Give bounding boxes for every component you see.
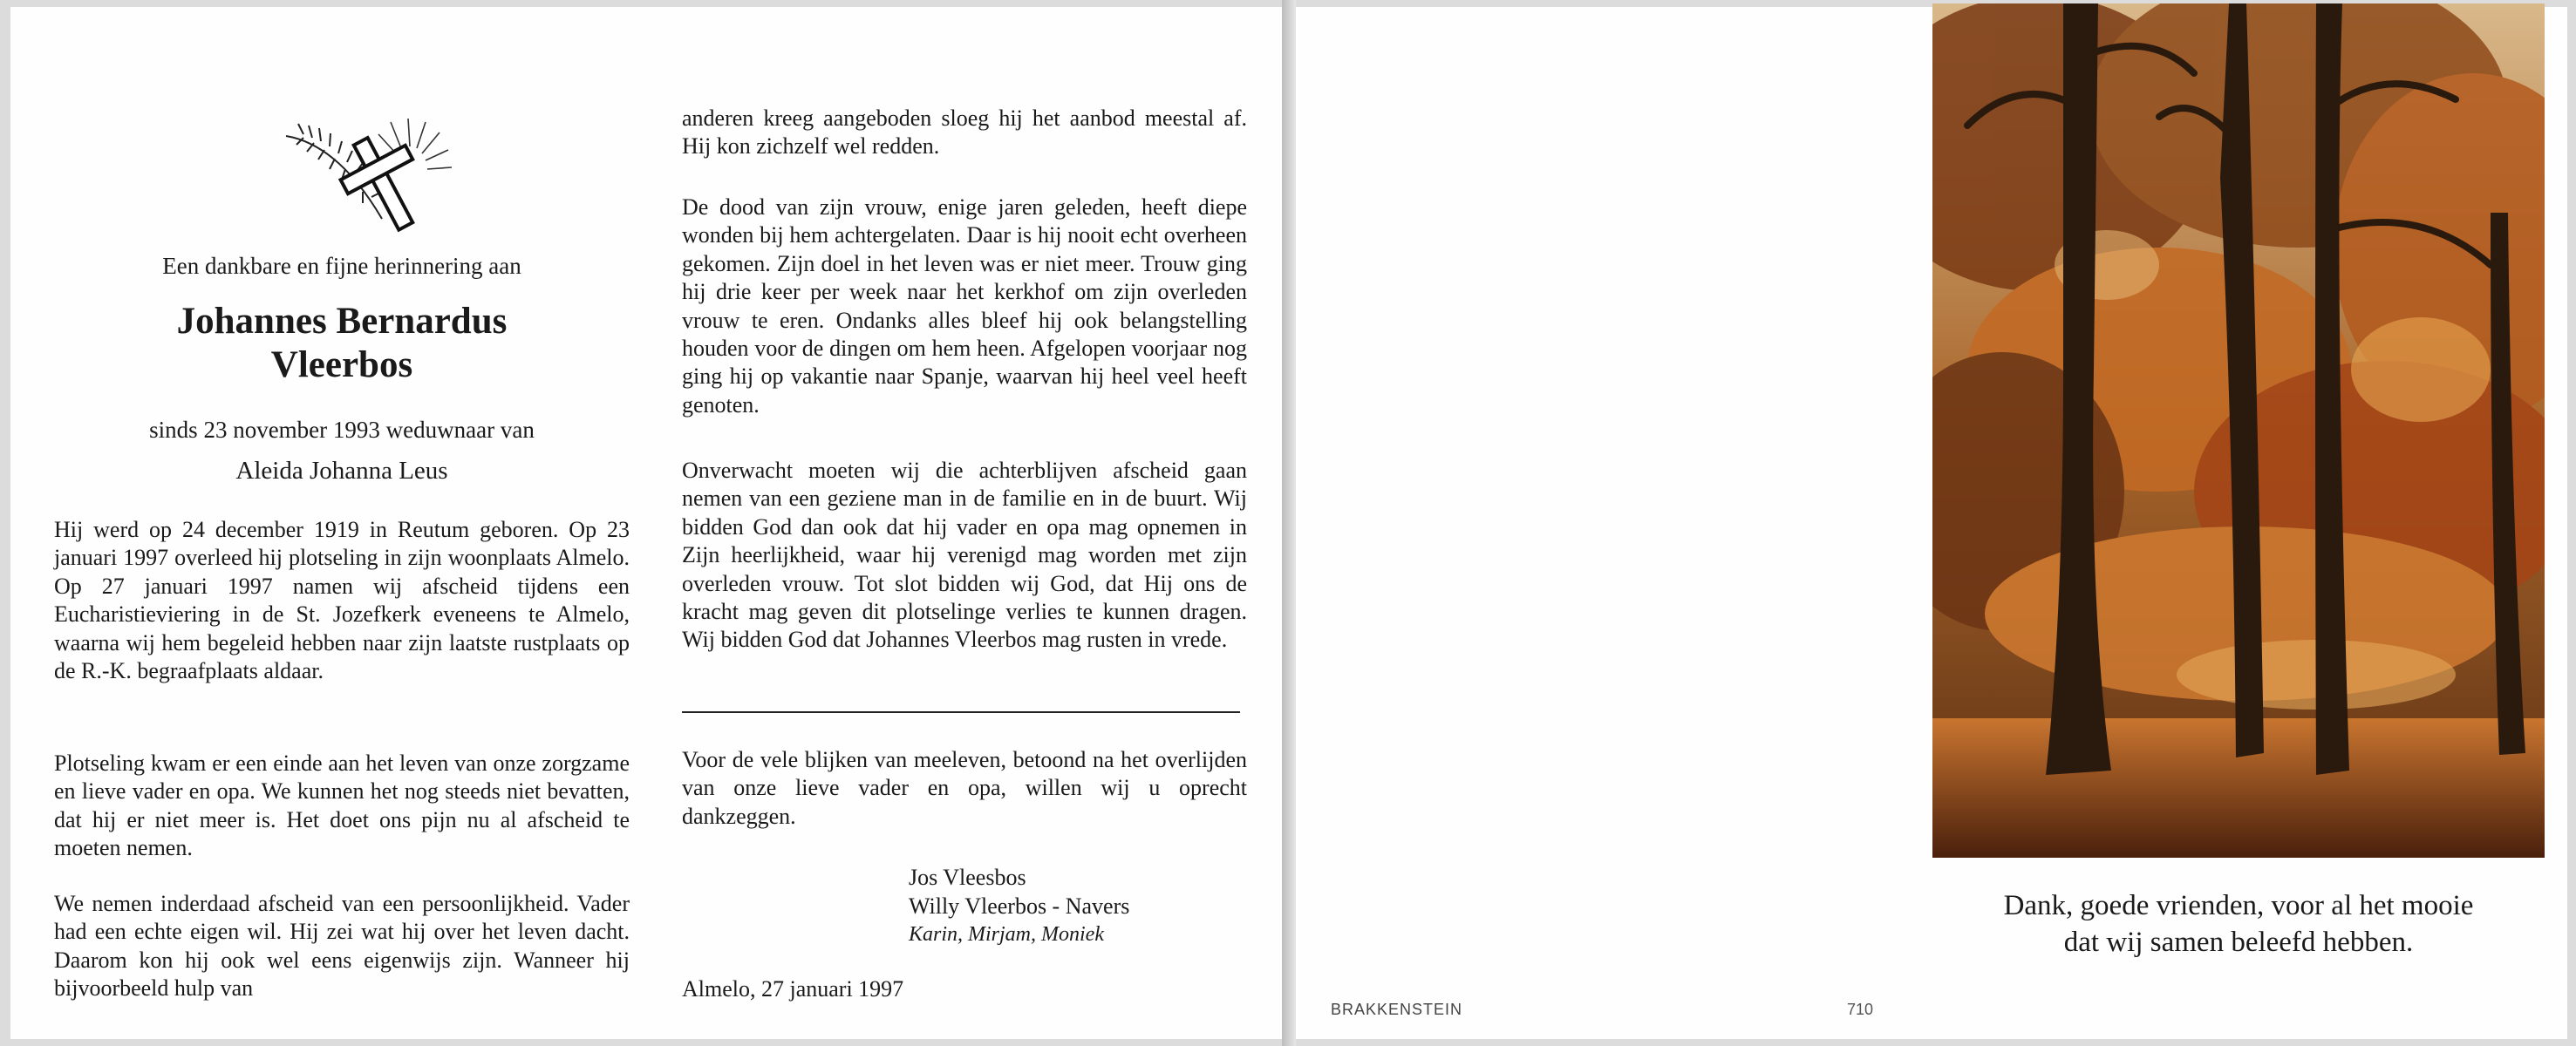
- caption-line-1: Dank, goede vrienden, voor al het mooie: [2003, 890, 2474, 921]
- widower-line: sinds 23 november 1993 weduwnaar van: [149, 417, 535, 443]
- name-line-2: Vleerbos: [270, 344, 413, 385]
- deceased-name: [54, 300, 630, 387]
- grandchildren: Karin, Mirjam, Moniek: [909, 923, 1104, 946]
- paragraph-biography: Hij werd op 24 december 1919 in Reutum geboren. Op 23 januari 1997 overleed hij plotseling in zijn woonplaats Almelo. Op 27 januari 1997 namen wij afscheid tijdens een Eucharistieviering in de St. Jozefkerk eveneens te Almelo, waarna wij hem begeleid hebben naar zijn laatste rustplaats op de R.-K. begraafplaats aldaar.: [54, 517, 630, 684]
- name-line-1: Johannes Bernardus: [176, 301, 508, 342]
- paragraph-continued: anderen kreeg aangeboden sloeg hij het aanbod meestal af. Hij kon zichzelf wel redden.: [682, 105, 1247, 160]
- paragraph-thanks: Voor de vele blijken van meeleven, betoond na het overlijden van onze lieve vader en opa, willen wij u oprecht dankzeggen.: [682, 747, 1247, 829]
- paragraph-sudden-end: Plotseling kwam er een einde aan het leven van onze zorgzame en lieve vader en opa. We kunnen het nog steeds niet bevatten, dat hij er niet meer is. Het doet ons pijn nu al afscheid te moeten nemen.: [54, 751, 630, 861]
- signer-1: Jos Vleesbos: [909, 865, 1026, 890]
- card-right: [1296, 7, 2567, 1039]
- signer-2: Willy Vleerbos - Navers: [909, 893, 1130, 919]
- paragraph-wife-death: De dood van zijn vrouw, enige jaren geleden, heeft diepe wonden bij hem achtergelaten. Daar is hij nooit echt overheen gekomen. Zijn doel in het leven was er niet meer. Trouw ging hij drie keer per week naar het kerkhof om zijn overleden vrouw te eren. Ondanks alles bleef hij ook belangstelling houden voor de dingen om hem heen. Afgelopen voorjaar nog ging hij op vakantie naar Spanje, waarvan hij heel veel heeft genoten.: [682, 194, 1247, 418]
- wife-name: Aleida Johanna Leus: [235, 457, 448, 485]
- place-date: Almelo, 27 januari 1997: [682, 976, 904, 1002]
- caption: [1932, 887, 2545, 961]
- signatories: [909, 863, 1257, 949]
- autumn-forest-photo: [1932, 3, 2545, 858]
- cross-palm-icon: [277, 110, 459, 241]
- intro-line: Een dankbare en fijne herinnering aan: [162, 253, 521, 279]
- card-left: [10, 7, 1282, 1039]
- card-gap: [1282, 0, 1296, 1046]
- paragraph-personality: We nemen inderdaad afscheid van een persoonlijkheid. Vader had een echte eigen wil. Hij zei wat hij over het leven dacht. Daarom kon hij ook wel eens eigenwijs zijn. Wanneer hij bijvoorbeeld hulp van: [54, 891, 630, 1002]
- paragraph-prayer: Onverwacht moeten wij die achterblijven afscheid gaan nemen van een geziene man in de familie en in de buurt. Wij bidden God dan ook dat hij vader en opa mag opnemen in Zijn heerlijkheid, waar hij verenigd mag worden met zijn overleden vrouw. Tot slot bidden wij God, dat Hij ons de kracht mag geven dit plotselinge verlies te kunnen dragen. Wij bidden God dat Johannes Vleerbos mag rusten in vrede.: [682, 458, 1247, 653]
- caption-line-2: dat wij samen beleefd hebben.: [2063, 927, 2414, 958]
- divider-line: [682, 711, 1240, 713]
- card-code: 710: [1847, 1001, 1874, 1018]
- publisher-mark: BRAKKENSTEIN: [1331, 1001, 1463, 1018]
